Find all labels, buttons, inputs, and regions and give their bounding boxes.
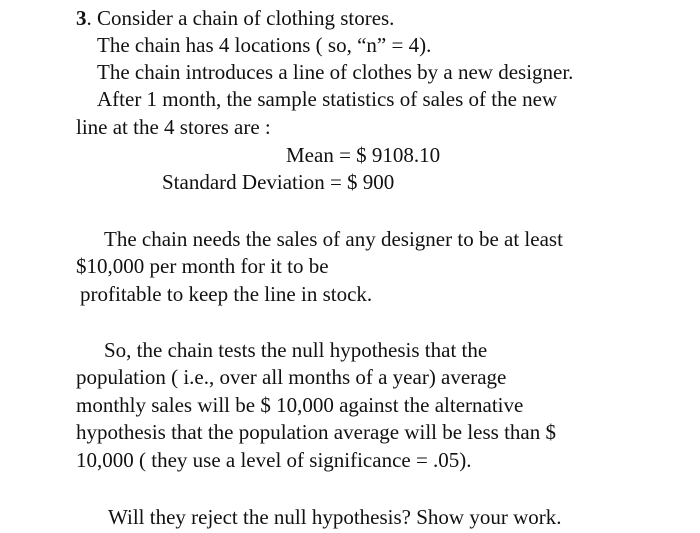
- mean-line: Mean = $ 9108.10: [286, 143, 441, 167]
- requirement-line-1: The chain needs the sales of any designer to be at least: [104, 227, 563, 251]
- intro-line: . Consider a chain of clothing stores.: [86, 6, 395, 30]
- locations-line: The chain has 4 locations ( so, “n” = 4).: [97, 33, 432, 57]
- stats-intro-line-1: After 1 month, the sample statistics of sales of the new: [97, 87, 558, 111]
- requirement-line-2: $10,000 per month for it to be: [76, 254, 329, 278]
- stats-intro-line-2: line at the 4 stores are :: [76, 115, 271, 139]
- designer-line: The chain introduces a line of clothes by a new designer.: [97, 60, 574, 84]
- hypothesis-line-3: monthly sales will be $ 10,000 against the alternative: [76, 393, 524, 417]
- hypothesis-line-5: 10,000 ( they use a level of significance = .05).: [76, 448, 472, 472]
- question-line: Will they reject the null hypothesis? Show your work.: [108, 505, 562, 529]
- problem-number: 3: [76, 6, 87, 30]
- hypothesis-line-2: population ( i.e., over all months of a year) average: [76, 365, 507, 389]
- sd-line: Standard Deviation = $ 900: [162, 170, 395, 194]
- hypothesis-line-4: hypothesis that the population average will be less than $: [76, 420, 556, 444]
- requirement-line-3: profitable to keep the line in stock.: [80, 282, 373, 306]
- hypothesis-line-1: So, the chain tests the null hypothesis that the: [104, 338, 488, 362]
- problem-heading-line: [76, 5, 394, 31]
